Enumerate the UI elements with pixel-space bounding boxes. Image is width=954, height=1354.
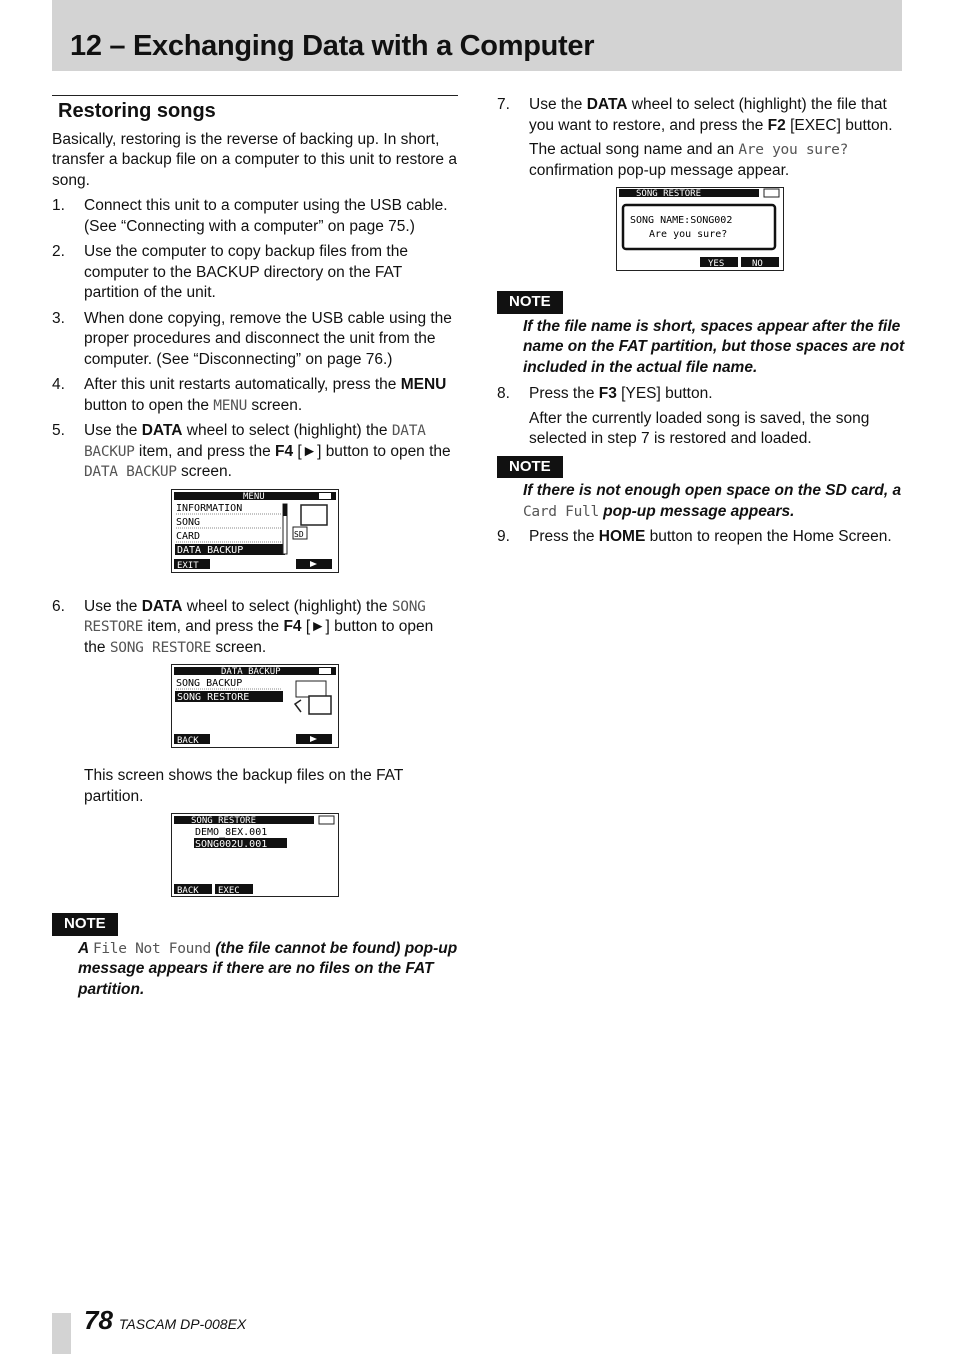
step-5 bbox=[52, 421, 458, 483]
svg-text:SONG002U.001: SONG002U.001 bbox=[195, 839, 268, 850]
step-text: After this unit restarts automatically, press the MENU button to open the MENU screen. bbox=[84, 376, 447, 414]
svg-text:SONG NAME:SONG002: SONG NAME:SONG002 bbox=[630, 215, 733, 226]
step-number: 8. bbox=[497, 385, 510, 402]
step-text: Use the computer to copy backup files from the computer to the BACKUP directory on the FAT partition of the unit. bbox=[84, 243, 408, 301]
svg-text:SD: SD bbox=[294, 529, 304, 539]
confirm-screen-image bbox=[616, 187, 784, 271]
intro-paragraph: Basically, restoring is the reverse of backing up. In short, transfer a backup file on a computer to this unit to restore a song. bbox=[52, 130, 457, 189]
svg-text:YES: YES bbox=[708, 259, 725, 269]
svg-text:Are you sure?: Are you sure? bbox=[649, 229, 728, 240]
song-restore-list-screen-image bbox=[171, 813, 339, 897]
step-3 bbox=[52, 309, 458, 371]
step-text: Connect this unit to a computer using the USB cable. (See “Connecting with a computer” on page 75.) bbox=[84, 197, 448, 235]
svg-text:EXIT: EXIT bbox=[177, 560, 199, 571]
step-1 bbox=[52, 196, 458, 237]
step-number: 4. bbox=[52, 376, 65, 393]
step-number: 7. bbox=[497, 96, 510, 113]
svg-text:NO: NO bbox=[752, 259, 763, 269]
step-8-followup: After the currently loaded song is saved, the song selected in step 7 is restored and loaded. bbox=[529, 409, 870, 447]
step-number: 5. bbox=[52, 422, 65, 439]
step-8 bbox=[497, 384, 905, 405]
svg-text:DATA BACKUP: DATA BACKUP bbox=[177, 544, 244, 556]
right-column bbox=[497, 95, 905, 548]
product-name: TASCAM DP-008EX bbox=[118, 1316, 247, 1332]
step-6 bbox=[52, 597, 458, 659]
chapter-title: 12 – Exchanging Data with a Computer bbox=[70, 30, 595, 62]
note-text: If the file name is short, spaces appear after the file name on the FAT partition, but those spaces are not included in the actual file name. bbox=[523, 317, 905, 376]
section-title: Restoring songs bbox=[52, 95, 458, 122]
page-number: 78 bbox=[84, 1305, 113, 1335]
note-text: A File Not Found (the file cannot be found) pop-up message appears if there are no files on the FAT partition. bbox=[78, 939, 458, 998]
step-text: Press the HOME button to reopen the Home Screen. bbox=[529, 528, 892, 545]
data-backup-screen-image bbox=[171, 664, 339, 748]
svg-text:SONG BACKUP: SONG BACKUP bbox=[176, 678, 243, 689]
step-number: 6. bbox=[52, 597, 65, 615]
step-number: 2. bbox=[52, 243, 65, 260]
chapter-header bbox=[52, 0, 902, 71]
step-text: Use the DATA wheel to select (highlight) the DATA BACKUP item, and press the F4 [►] button to open the DATA BACKUP screen. bbox=[84, 422, 451, 480]
step-text: When done copying, remove the USB cable using the proper procedures and disconnect the unit from the computer. (See “Disconnecting” on page 76.) bbox=[84, 309, 452, 368]
step-text: Press the F3 [YES] button. bbox=[529, 385, 713, 402]
step-text: Use the DATA wheel to select (highlight) the file that you want to restore, and press the F2 [EXEC] button. bbox=[529, 96, 893, 134]
svg-text:DEMO_8EX.001: DEMO_8EX.001 bbox=[195, 827, 268, 838]
svg-text:SONG RESTORE: SONG RESTORE bbox=[191, 816, 257, 826]
menu-screen-image bbox=[171, 489, 339, 573]
step-9 bbox=[497, 527, 905, 548]
step-number: 9. bbox=[497, 528, 510, 545]
footer-bar bbox=[52, 1313, 71, 1354]
svg-text:DATA BACKUP: DATA BACKUP bbox=[221, 667, 281, 677]
step-7-followup: The actual song name and an Are you sure? confirmation pop-up message appear. bbox=[529, 141, 848, 179]
svg-text:CARD: CARD bbox=[176, 530, 201, 542]
page-footer bbox=[84, 1305, 246, 1336]
step-6-followup: This screen shows the backup files on the FAT partition. bbox=[84, 767, 404, 805]
step-number: 3. bbox=[52, 309, 65, 327]
note-label: NOTE bbox=[497, 291, 563, 314]
step-2 bbox=[52, 242, 458, 304]
svg-text:BACK: BACK bbox=[177, 886, 199, 896]
step-text: Use the DATA wheel to select (highlight) the SONG RESTORE item, and press the F4 [►] button to open the SONG RESTORE screen. bbox=[84, 597, 434, 656]
svg-text:SONG RESTORE: SONG RESTORE bbox=[177, 692, 250, 703]
step-4 bbox=[52, 375, 458, 416]
svg-text:BACK: BACK bbox=[177, 736, 199, 746]
screen-title: MENU bbox=[243, 491, 265, 502]
svg-text:INFORMATION: INFORMATION bbox=[176, 502, 243, 514]
step-number: 1. bbox=[52, 197, 65, 214]
note-text: If there is not enough open space on the SD card, a Card Full pop-up message appears. bbox=[523, 482, 902, 520]
step-7 bbox=[497, 95, 905, 136]
svg-text:EXEC: EXEC bbox=[218, 886, 240, 896]
svg-text:SONG: SONG bbox=[176, 516, 201, 528]
note-label: NOTE bbox=[497, 456, 563, 479]
left-column bbox=[52, 95, 458, 1000]
note-label: NOTE bbox=[52, 913, 118, 936]
svg-text:SONG RESTORE: SONG RESTORE bbox=[636, 189, 702, 199]
